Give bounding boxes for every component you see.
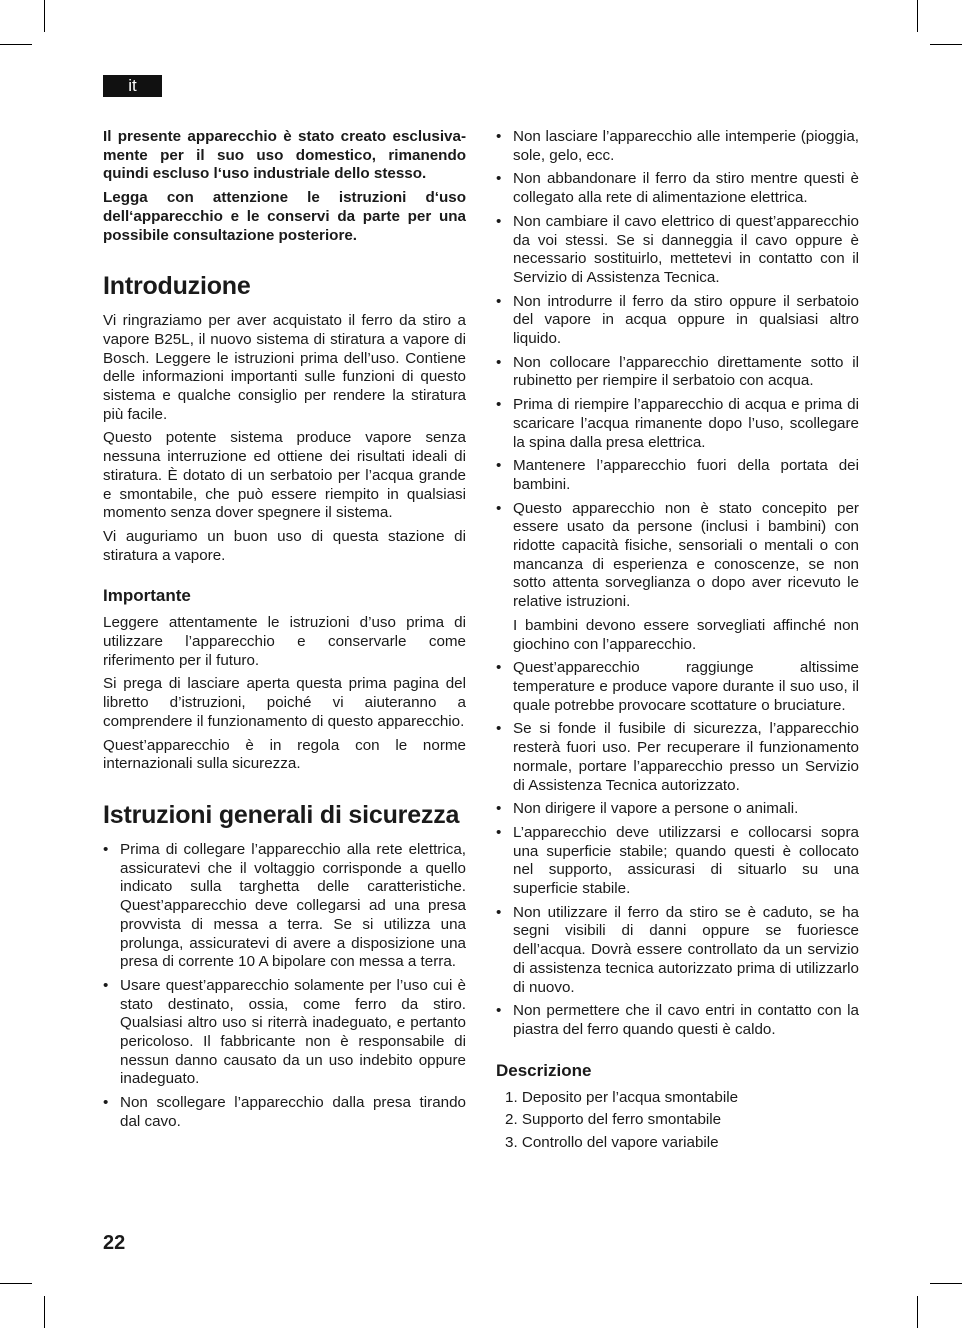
list-item: 2. Supporto del ferro smontabile <box>505 1111 722 1129</box>
section-heading-sicurezza: Istruzioni generali di sicurezza <box>103 800 460 829</box>
paragraph: Questo potente sistema produce vapore senza nessuna interruzione ed ottiene dei risultati ideali di stiratura. È dotato di un serbatoio per l’acqua grande e smontabile, che può essere riempito in qualsiasi momento senza dover spegnere il sistema. <box>103 429 466 522</box>
list-item: • Usare quest’apparecchio solamente per l’uso cui è stato destinato, ossia, come ferro da stiro. Qualsiasi altro uso si riterrà inadeguato, e pertanto pericoloso. Il fabbricante non è responsabile di nessun danno causato da un uso indebito oppure inadeguato. <box>103 976 466 1088</box>
safety-list <box>103 841 466 1132</box>
list-item: • Non collocare l’apparecchio direttamente sotto il rubinetto per riempire il serbatoio con acqua. <box>496 353 859 390</box>
bullet-icon: • <box>103 1094 109 1112</box>
crop-mark <box>917 0 918 32</box>
bullet-icon: • <box>496 457 502 475</box>
list-item: • Mantenere l’apparecchio fuori della portata dei bambini. <box>496 457 859 493</box>
crop-mark <box>930 1283 962 1284</box>
crop-mark <box>917 1296 918 1328</box>
section-heading-descrizione: Descrizione <box>496 1060 592 1080</box>
section-heading-importante: Importante <box>103 586 191 606</box>
left-column <box>103 128 466 1137</box>
list-item: • Se si fonde il fusibile di sicurezza, l’apparecchio resterà fuori uso. Per recuperare il funzionamento normale, portare l’apparecchio presso un Servizio di Assistenza Tecnica autorizzato. <box>496 720 859 794</box>
paragraph: Vi ringraziamo per aver acquistato il ferro da stiro a vapore B25L, il nuovo sistema di stiratura a vapore di Bosch. Leggere le istruzioni prima dell’uso. Contiene delle informazioni importanti sulle funzioni di questo sistema e qualche consiglio per rendere la stiratura più facile. <box>103 312 466 423</box>
list-item: • Non abbandonare il ferro da stiro mentre questi è collegato alla rete di alimentazione elettrica. <box>496 170 859 207</box>
crop-mark <box>0 1283 32 1284</box>
paragraph: Leggere attentamente le istruzioni d’uso prima di utilizzare l’apparecchio e conservarle come riferimento per il futuro. <box>103 614 466 669</box>
bullet-icon: • <box>103 840 109 858</box>
list-item: • Non dirigere il vapore a persone o animali. <box>496 800 799 818</box>
bullet-icon: • <box>496 353 502 371</box>
crop-mark <box>44 0 45 32</box>
bullet-icon: • <box>496 800 502 818</box>
language-tab: it <box>103 75 162 97</box>
list-item: • Non lasciare l’apparecchio alle intemperie (pioggia, sole, gelo, ecc. <box>496 128 859 164</box>
safety-list-continued <box>496 128 859 612</box>
paragraph: Quest’apparecchio è in regola con le norme internazionali sulla sicurezza. <box>103 736 466 773</box>
list-item: 1. Deposito per l’acqua smontabile <box>505 1088 739 1106</box>
parts-list <box>496 1089 859 1153</box>
page-number: 22 <box>103 1232 126 1254</box>
list-item: • Non scollegare l’apparecchio dalla presa tirando dal cavo. <box>103 1094 466 1130</box>
bullet-icon: • <box>496 128 502 145</box>
paragraph: Si prega di lasciare aperta questa prima pagina del libretto d’istruzioni, poiché vi aiuteranno a comprendere il funzionamento di questo apparecchio. <box>103 675 466 730</box>
bullet-icon: • <box>103 976 109 994</box>
intro-notice: Legga con attenzione le istruzioni d‘uso dell‘apparecchio e le conservi da parte per una possibile consultazione posteriore. <box>103 189 466 244</box>
list-item: 3. Controllo del vapore variabile <box>505 1134 719 1152</box>
intro-notice: Il presente apparecchio è stato creato esclusivamente per il suo uso domestico, rimanendo quindi escluso l‘uso industriale dello stesso. <box>103 128 466 183</box>
bullet-icon: • <box>496 170 502 188</box>
children-note: I bambini devono essere sorvegliati affinché non giochino con l’apparecchio. <box>513 616 859 653</box>
safety-list-continued <box>496 659 859 1039</box>
bullet-icon: • <box>496 823 502 841</box>
crop-mark <box>44 1296 45 1328</box>
section-heading-introduzione: Introduzione <box>103 272 251 301</box>
list-item: • Non utilizzare il ferro da stiro se è caduto, se ha segni visibili di danni oppure se fuoriesce dell’acqua. Dovrà essere controllato da un servizio di assistenza tecnica autorizzato prima di utilizzarlo di nuovo. <box>496 903 859 996</box>
bullet-icon: • <box>496 659 502 677</box>
bullet-icon: • <box>496 212 502 230</box>
bullet-icon: • <box>496 292 502 310</box>
bullet-icon: • <box>496 1002 502 1020</box>
bullet-icon: • <box>496 396 502 414</box>
list-item: • L’apparecchio deve utilizzarsi e collocarsi sopra una superficie stabile; quando questi è collocato nel supporto, assicurasi di situarlo su una superficie stabile. <box>496 823 859 898</box>
list-item: • Non permettere che il cavo entri in contatto con la piastra del ferro quando questi è caldo. <box>496 1002 859 1038</box>
list-item: • Non cambiare il cavo elettrico di quest’apparecchio da voi stessi. Se si danneggia il cavo oppure è necessario sostituirlo, mettetevi in contatto con il Servizio di Assistenza Tecnica. <box>496 212 859 286</box>
crop-mark <box>930 44 962 45</box>
bullet-icon: • <box>496 903 502 921</box>
list-item: • Prima di collegare l’apparecchio alla rete elettrica, assicuratevi che il voltaggio corrisponde a quello indicato sulla targhetta delle caratteristiche. Quest’apparecchio deve collegarsi ad una presa provvista di messa a terra. Se si utilizza una prolunga, assicuratevi di avere a disposizione una presa di corrente 10 A bipolare con messa a terra. <box>103 840 466 971</box>
paragraph: Vi auguriamo un buon uso di questa stazione di stiratura a vapore. <box>103 527 466 564</box>
bullet-icon: • <box>496 499 502 517</box>
list-item: • Quest’apparecchio raggiunge altissime temperature e produce vapore durante il suo uso, il quale potrebbe provocare scottature o bruciature. <box>496 659 859 714</box>
list-item: • Prima di riempire l’apparecchio di acqua e prima di scaricare l’acqua rimanente dopo l’uso, scollegare la spina dalla presa elettrica. <box>496 396 859 451</box>
right-column <box>496 128 859 1157</box>
bullet-icon: • <box>496 720 502 738</box>
list-item: • Non introdurre il ferro da stiro oppure il serbatoio del vapore in acqua oppure in qualsiasi altro liquido. <box>496 292 859 348</box>
crop-mark <box>0 44 32 45</box>
list-item: • Questo apparecchio non è stato concepito per essere usato da persone (inclusi i bambini) con ridotte capacità fisiche, sensoriali o mentali o con mancanza di esperienza e conoscenze, se non sotto attenta sorveglianza o dopo aver ricevuto le relative istruzioni. <box>496 499 859 611</box>
